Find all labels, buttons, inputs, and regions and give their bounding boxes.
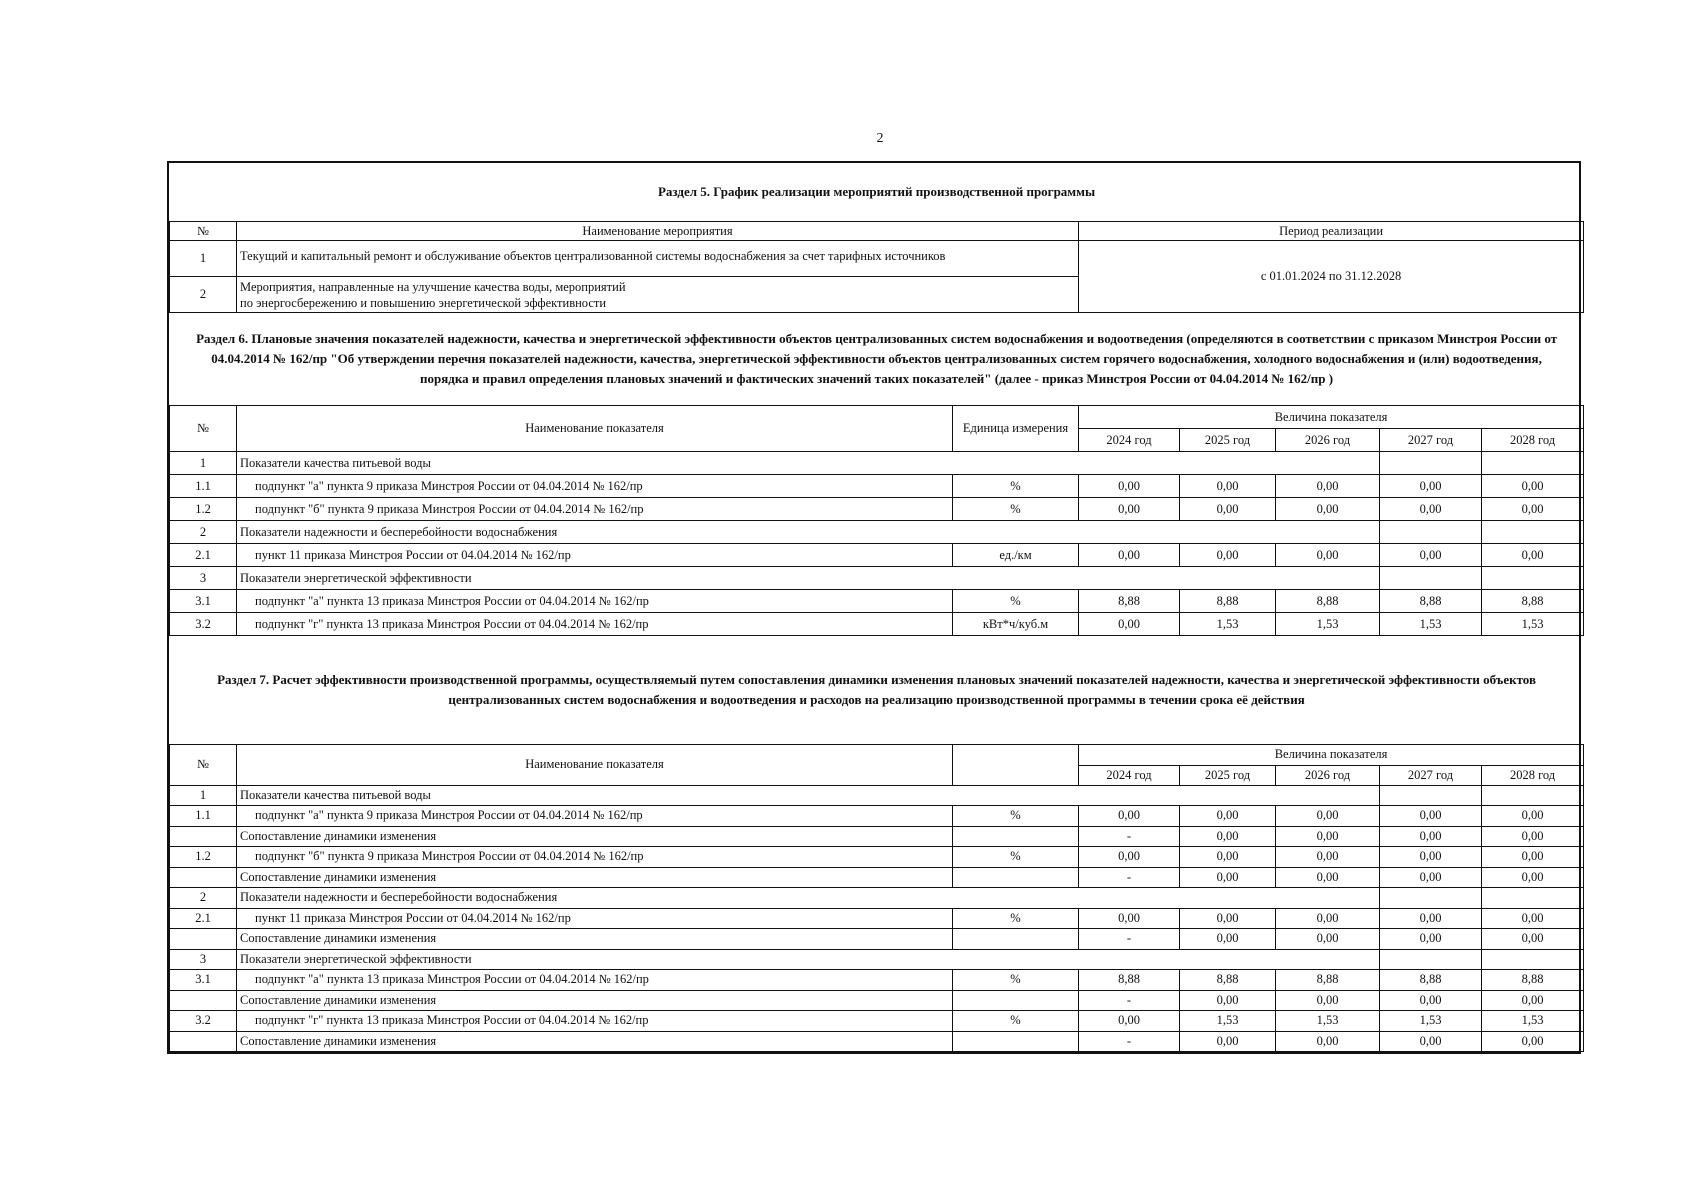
row-empty-cell [1380, 452, 1482, 475]
row-value-2024: 0,00 [1079, 806, 1180, 827]
row-value-2026: 1,53 [1276, 1011, 1380, 1032]
row-value-2025: 0,00 [1180, 908, 1276, 929]
section6-header-year: 2024 год [1079, 429, 1180, 452]
row-indicator-name: подпункт "а" пункта 13 приказа Минстроя России от 04.04.2014 № 162/пр [237, 970, 953, 991]
section7-data-row [170, 785, 1584, 806]
row-value-2027: 0,00 [1380, 806, 1482, 827]
row-indicator-name: подпункт "а" пункта 13 приказа Минстроя России от 04.04.2014 № 162/пр [237, 590, 953, 613]
row-value-2025: 0,00 [1180, 867, 1276, 888]
section5-row-name-line2: по энергосбережению и повышению энергетической эффективности [240, 295, 607, 310]
row-num: 3.1 [170, 970, 237, 991]
section5-header-name: Наименование мероприятия [237, 222, 1079, 241]
row-group-name: Показатели надежности и бесперебойности водоснабжения [237, 888, 1380, 909]
row-value-2025: 1,53 [1180, 1011, 1276, 1032]
section5-row-1 [170, 241, 1584, 277]
row-num [170, 867, 237, 888]
row-value-2024: - [1079, 826, 1180, 847]
row-value-2025: 0,00 [1180, 544, 1276, 567]
row-value-2027: 0,00 [1380, 908, 1482, 929]
row-group-name: Показатели качества питьевой воды [237, 452, 1380, 475]
row-value-2024: 0,00 [1079, 908, 1180, 929]
row-value-2028: 0,00 [1482, 498, 1584, 521]
row-value-2027: 0,00 [1380, 847, 1482, 868]
section6-data-row [170, 452, 1584, 475]
row-empty-cell [1482, 452, 1584, 475]
row-value-2028: 8,88 [1482, 970, 1584, 991]
row-unit [953, 867, 1079, 888]
row-value-2027: 8,88 [1380, 590, 1482, 613]
row-value-2027: 0,00 [1380, 544, 1482, 567]
row-value-2028: 0,00 [1482, 475, 1584, 498]
section6-data-row [170, 567, 1584, 590]
row-value-2028: 0,00 [1482, 544, 1584, 567]
row-value-2027: 0,00 [1380, 475, 1482, 498]
row-empty-cell [1482, 949, 1584, 970]
row-unit: ед./км [953, 544, 1079, 567]
section5-row-name [237, 277, 1079, 313]
row-indicator-name: подпункт "а" пункта 9 приказа Минстроя России от 04.04.2014 № 162/пр [237, 806, 953, 827]
row-value-2026: 0,00 [1276, 990, 1380, 1011]
row-comparison-name: Сопоставление динамики изменения [237, 867, 953, 888]
row-indicator-name: пункт 11 приказа Минстроя России от 04.04.2014 № 162/пр [237, 544, 953, 567]
section6-header-row-1 [170, 406, 1584, 429]
row-value-2024: 0,00 [1079, 847, 1180, 868]
row-value-2028: 1,53 [1482, 613, 1584, 636]
row-value-2028: 0,00 [1482, 990, 1584, 1011]
row-indicator-name: подпункт "а" пункта 9 приказа Минстроя России от 04.04.2014 № 162/пр [237, 475, 953, 498]
row-unit: % [953, 806, 1079, 827]
row-value-2026: 0,00 [1276, 544, 1380, 567]
row-value-2024: - [1079, 867, 1180, 888]
section5-header-num: № [170, 222, 237, 241]
row-value-2027: 0,00 [1380, 826, 1482, 847]
row-value-2024: 0,00 [1079, 475, 1180, 498]
section7-header-row-1 [170, 745, 1584, 766]
row-value-2026: 0,00 [1276, 847, 1380, 868]
row-unit: кВт*ч/куб.м [953, 613, 1079, 636]
row-value-2025: 0,00 [1180, 847, 1276, 868]
row-indicator-name: подпункт "б" пункта 9 приказа Минстроя России от 04.04.2014 № 162/пр [237, 498, 953, 521]
row-indicator-name: пункт 11 приказа Минстроя России от 04.04.2014 № 162/пр [237, 908, 953, 929]
row-empty-cell [1482, 785, 1584, 806]
section7-data-row [170, 806, 1584, 827]
section5-row-name-line1: Мероприятия, направленные на улучшение качества воды, мероприятий [240, 279, 626, 294]
row-unit: % [953, 847, 1079, 868]
row-unit: % [953, 475, 1079, 498]
section5-title: Раздел 5. График реализации мероприятий производственной программы [657, 184, 1096, 199]
section5-period-value: с 01.01.2024 по 31.12.2028 [1079, 241, 1584, 313]
section6-header-year: 2025 год [1180, 429, 1276, 452]
row-value-2026: 8,88 [1276, 590, 1380, 613]
page-number: 2 [876, 131, 884, 146]
section5-row-num: 1 [170, 241, 237, 277]
row-comparison-name: Сопоставление динамики изменения [237, 1031, 953, 1052]
row-value-2026: 1,53 [1276, 613, 1380, 636]
row-value-2025: 1,53 [1180, 613, 1276, 636]
row-num: 1.1 [170, 475, 237, 498]
row-indicator-name: подпункт "г" пункта 13 приказа Минстроя России от 04.04.2014 № 162/пр [237, 1011, 953, 1032]
row-num: 3.2 [170, 1011, 237, 1032]
row-value-2026: 8,88 [1276, 970, 1380, 991]
section7-header-year: 2028 год [1482, 765, 1584, 785]
row-value-2025: 8,88 [1180, 970, 1276, 991]
row-num: 1.2 [170, 847, 237, 868]
section7-title-row [170, 636, 1584, 745]
row-comparison-name: Сопоставление динамики изменения [237, 990, 953, 1011]
row-value-2027: 0,00 [1380, 929, 1482, 950]
row-num [170, 990, 237, 1011]
row-unit: % [953, 970, 1079, 991]
row-value-2027: 0,00 [1380, 867, 1482, 888]
row-value-2028: 0,00 [1482, 929, 1584, 950]
row-unit [953, 990, 1079, 1011]
section6-data-row [170, 475, 1584, 498]
section7-data-row [170, 867, 1584, 888]
row-unit: % [953, 908, 1079, 929]
row-unit: % [953, 498, 1079, 521]
section7-header-value: Величина показателя [1079, 745, 1584, 766]
section6-header-year: 2028 год [1482, 429, 1584, 452]
row-empty-cell [1482, 521, 1584, 544]
row-num: 2.1 [170, 544, 237, 567]
section7-data-row [170, 826, 1584, 847]
section6-header-value: Величина показателя [1079, 406, 1584, 429]
row-group-name: Показатели энергетической эффективности [237, 567, 1380, 590]
section5-row-num: 2 [170, 277, 237, 313]
section6-header-num: № [170, 406, 237, 452]
row-value-2026: 0,00 [1276, 929, 1380, 950]
section6-data-row [170, 544, 1584, 567]
row-value-2027: 1,53 [1380, 613, 1482, 636]
section5-row-name: Текущий и капитальный ремонт и обслуживание объектов централизованной системы водоснабжения за счет тарифных источников [237, 241, 1079, 277]
row-num: 2 [170, 888, 237, 909]
section7-data-row [170, 949, 1584, 970]
row-value-2024: 8,88 [1079, 970, 1180, 991]
row-empty-cell [1380, 888, 1482, 909]
section7-data-row [170, 1011, 1584, 1032]
row-num: 1.2 [170, 498, 237, 521]
row-value-2025: 0,00 [1180, 475, 1276, 498]
row-value-2024: 0,00 [1079, 498, 1180, 521]
row-value-2026: 0,00 [1276, 475, 1380, 498]
row-num: 1 [170, 785, 237, 806]
section7-header-year: 2025 год [1180, 765, 1276, 785]
row-value-2028: 0,00 [1482, 867, 1584, 888]
row-value-2026: 0,00 [1276, 867, 1380, 888]
section6-data-row [170, 590, 1584, 613]
row-empty-cell [1380, 567, 1482, 590]
row-num: 1.1 [170, 806, 237, 827]
section7-header-year: 2026 год [1276, 765, 1380, 785]
row-value-2025: 0,00 [1180, 929, 1276, 950]
section7-data-row [170, 970, 1584, 991]
row-num: 1 [170, 452, 237, 475]
row-unit: % [953, 1011, 1079, 1032]
section7-title: Раздел 7. Расчет эффективности производственной программы, осуществляемый путем сопоставления динамики изменения плановых значений показателей надежности, качества и энергетической эффективности объектов централизованных систем водоснабжения и водоотведения и расходов на реализацию производственной программы в течении срока её действия [217, 672, 1536, 707]
section7-data-row [170, 990, 1584, 1011]
row-value-2027: 8,88 [1380, 970, 1482, 991]
section5-header-row [170, 222, 1584, 241]
row-num: 3 [170, 567, 237, 590]
row-unit: % [953, 590, 1079, 613]
section5-title-row [170, 163, 1584, 222]
row-empty-cell [1380, 785, 1482, 806]
section7-header-name: Наименование показателя [237, 745, 953, 786]
section7-data-row [170, 929, 1584, 950]
row-num: 2 [170, 521, 237, 544]
row-num [170, 826, 237, 847]
row-indicator-name: подпункт "г" пункта 13 приказа Минстроя России от 04.04.2014 № 162/пр [237, 613, 953, 636]
section7-header-year: 2027 год [1380, 765, 1482, 785]
row-value-2025: 0,00 [1180, 806, 1276, 827]
section7-data-row [170, 888, 1584, 909]
row-value-2026: 0,00 [1276, 806, 1380, 827]
row-value-2028: 1,53 [1482, 1011, 1584, 1032]
row-num: 2.1 [170, 908, 237, 929]
row-comparison-name: Сопоставление динамики изменения [237, 929, 953, 950]
row-group-name: Показатели надежности и бесперебойности водоснабжения [237, 521, 1380, 544]
row-num [170, 1031, 237, 1052]
row-empty-cell [1380, 521, 1482, 544]
row-value-2025: 0,00 [1180, 498, 1276, 521]
section6-data-row [170, 521, 1584, 544]
row-value-2028: 0,00 [1482, 908, 1584, 929]
section6-header-unit: Единица измерения [953, 406, 1079, 452]
section7-data-row [170, 1031, 1584, 1052]
row-value-2027: 0,00 [1380, 990, 1482, 1011]
row-value-2024: 0,00 [1079, 613, 1180, 636]
row-value-2024: - [1079, 1031, 1180, 1052]
row-value-2024: 0,00 [1079, 544, 1180, 567]
section6-data-row [170, 613, 1584, 636]
row-num: 3.1 [170, 590, 237, 613]
row-value-2024: - [1079, 990, 1180, 1011]
row-comparison-name: Сопоставление динамики изменения [237, 826, 953, 847]
section7-header-year: 2024 год [1079, 765, 1180, 785]
row-value-2028: 0,00 [1482, 826, 1584, 847]
section6-title-row [170, 313, 1584, 406]
section5-header-period: Период реализации [1079, 222, 1584, 241]
row-unit [953, 929, 1079, 950]
row-value-2026: 0,00 [1276, 498, 1380, 521]
row-value-2028: 0,00 [1482, 847, 1584, 868]
section6-header-year: 2027 год [1380, 429, 1482, 452]
row-unit [953, 826, 1079, 847]
row-value-2024: 0,00 [1079, 1011, 1180, 1032]
row-value-2024: 8,88 [1079, 590, 1180, 613]
row-num: 3 [170, 949, 237, 970]
row-value-2028: 0,00 [1482, 1031, 1584, 1052]
section6-title: Раздел 6. Плановые значения показателей надежности, качества и энергетической эффективности объектов централизованных систем водоснабжения и водоотведения (определяются в соответствии с приказом Минстроя России от 04.04.2014 № 162/пр "Об утверждении перечня показателей надежности, качества, энергетической эффективности объектов централизованных систем горячего водоснабжения, холодного водоснабжения и (или) водоотведения, порядка и правил определения плановых значений и фактических значений таких показателей" (далее - приказ Минстроя России от 04.04.2014 № 162/пр ) [196, 331, 1558, 386]
row-value-2024: - [1079, 929, 1180, 950]
row-value-2026: 0,00 [1276, 826, 1380, 847]
row-value-2026: 0,00 [1276, 908, 1380, 929]
row-empty-cell [1482, 888, 1584, 909]
section6-header-year: 2026 год [1276, 429, 1380, 452]
row-value-2028: 8,88 [1482, 590, 1584, 613]
row-value-2025: 0,00 [1180, 1031, 1276, 1052]
row-group-name: Показатели качества питьевой воды [237, 785, 1380, 806]
row-value-2027: 0,00 [1380, 1031, 1482, 1052]
section7-data-row [170, 847, 1584, 868]
section6-data-row [170, 498, 1584, 521]
document-table [167, 161, 1581, 1054]
row-value-2028: 0,00 [1482, 806, 1584, 827]
section7-header-num: № [170, 745, 237, 786]
row-value-2025: 8,88 [1180, 590, 1276, 613]
row-value-2027: 0,00 [1380, 498, 1482, 521]
row-empty-cell [1380, 949, 1482, 970]
row-value-2025: 0,00 [1180, 990, 1276, 1011]
row-value-2027: 1,53 [1380, 1011, 1482, 1032]
row-value-2026: 0,00 [1276, 1031, 1380, 1052]
row-num [170, 929, 237, 950]
row-unit [953, 1031, 1079, 1052]
row-value-2025: 0,00 [1180, 826, 1276, 847]
row-indicator-name: подпункт "б" пункта 9 приказа Минстроя России от 04.04.2014 № 162/пр [237, 847, 953, 868]
row-group-name: Показатели энергетической эффективности [237, 949, 1380, 970]
row-empty-cell [1482, 567, 1584, 590]
main-table [169, 163, 1584, 1052]
row-num: 3.2 [170, 613, 237, 636]
section7-data-row [170, 908, 1584, 929]
section6-header-name: Наименование показателя [237, 406, 953, 452]
section7-header-unit [953, 745, 1079, 786]
